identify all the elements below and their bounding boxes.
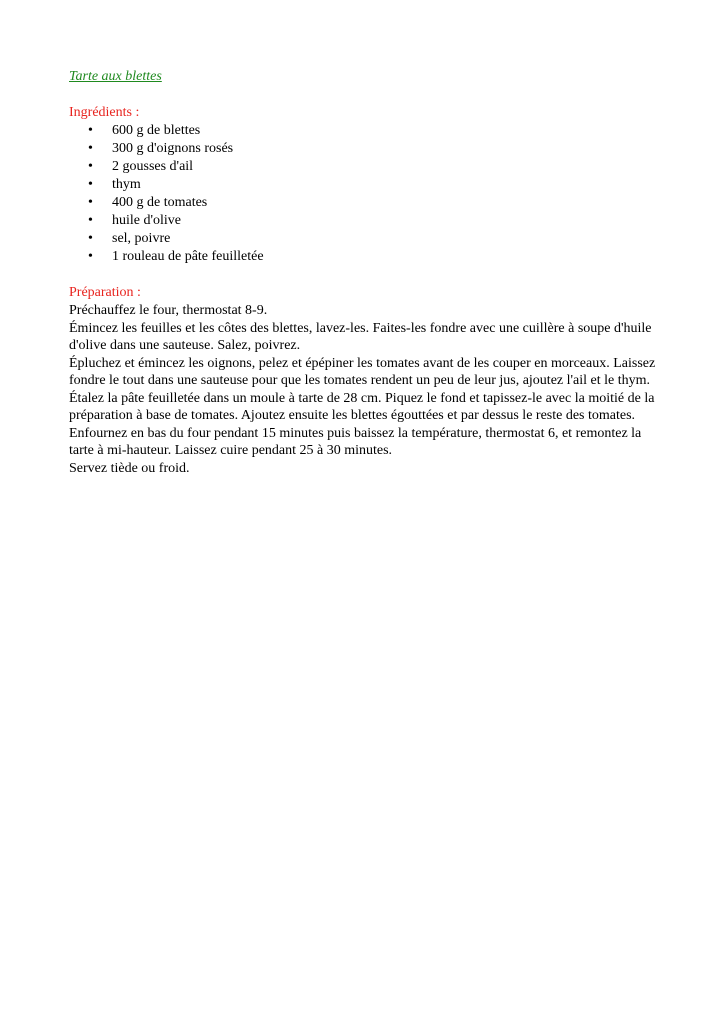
ingredient-item [69, 176, 659, 194]
preparation-heading: Préparation : [69, 285, 141, 300]
ingredient-item [69, 230, 659, 248]
bullet-icon: • [88, 213, 93, 228]
bullet-icon: • [88, 177, 93, 192]
ingredient-text: 1 rouleau de pâte feuilletée [112, 249, 264, 264]
ingredient-item [69, 122, 659, 140]
bullet-icon: • [88, 123, 93, 138]
recipe-title: Tarte aux blettes [69, 69, 162, 84]
ingredient-item [69, 248, 659, 266]
ingredient-item [69, 140, 659, 158]
bullet-icon: • [88, 249, 93, 264]
preparation-step: Enfournez en bas du four pendant 15 minutes puis baissez la température, thermostat 6, et remontez la tarte à mi-hauteur. Laissez cuire pendant 25 à 30 minutes. [69, 425, 642, 458]
preparation-step: Émincez les feuilles et les côtes des blettes, lavez-les. Faites-les fondre avec une cuillère à soupe d'huile d'olive dans une sauteuse. Salez, poivrez. [69, 320, 652, 353]
preparation-text [69, 302, 659, 477]
bullet-icon: • [88, 195, 93, 210]
ingredient-text: thym [112, 177, 141, 192]
ingredients-heading: Ingrédients : [69, 105, 140, 120]
ingredient-text: 2 gousses d'ail [112, 159, 194, 174]
bullet-icon: • [88, 159, 93, 174]
ingredient-item [69, 212, 659, 230]
spacer [69, 86, 659, 104]
ingredient-text: 600 g de blettes [112, 123, 201, 138]
bullet-icon: • [88, 141, 93, 156]
preparation-step: Servez tiède ou froid. [69, 460, 190, 476]
ingredient-text: sel, poivre [112, 231, 171, 246]
ingredient-item [69, 194, 659, 212]
preparation-step: Préchauffez le four, thermostat 8-9. [69, 303, 268, 318]
ingredient-text: 300 g d'oignons rosés [112, 141, 234, 156]
bullet-icon: • [88, 231, 93, 246]
ingredient-text: huile d'olive [112, 213, 182, 228]
recipe-document [69, 68, 659, 477]
ingredient-text: 400 g de tomates [112, 195, 208, 210]
preparation-step: Épluchez et émincez les oignons, pelez et épépiner les tomates avant de les couper en morceaux. Laissez fondre le tout dans une sauteuse pour que les tomates rendent un peu de leur jus, ajoutez l'ail et le thym. [69, 355, 656, 388]
ingredients-list [69, 122, 659, 266]
ingredient-item [69, 158, 659, 176]
preparation-step: Étalez la pâte feuilletée dans un moule à tarte de 28 cm. Piquez le fond et tapissez-le avec la moitié de la préparation à base de tomates. Ajoutez ensuite les blettes égouttées et par dessus le reste des tomates. [69, 390, 655, 423]
spacer [69, 266, 659, 284]
